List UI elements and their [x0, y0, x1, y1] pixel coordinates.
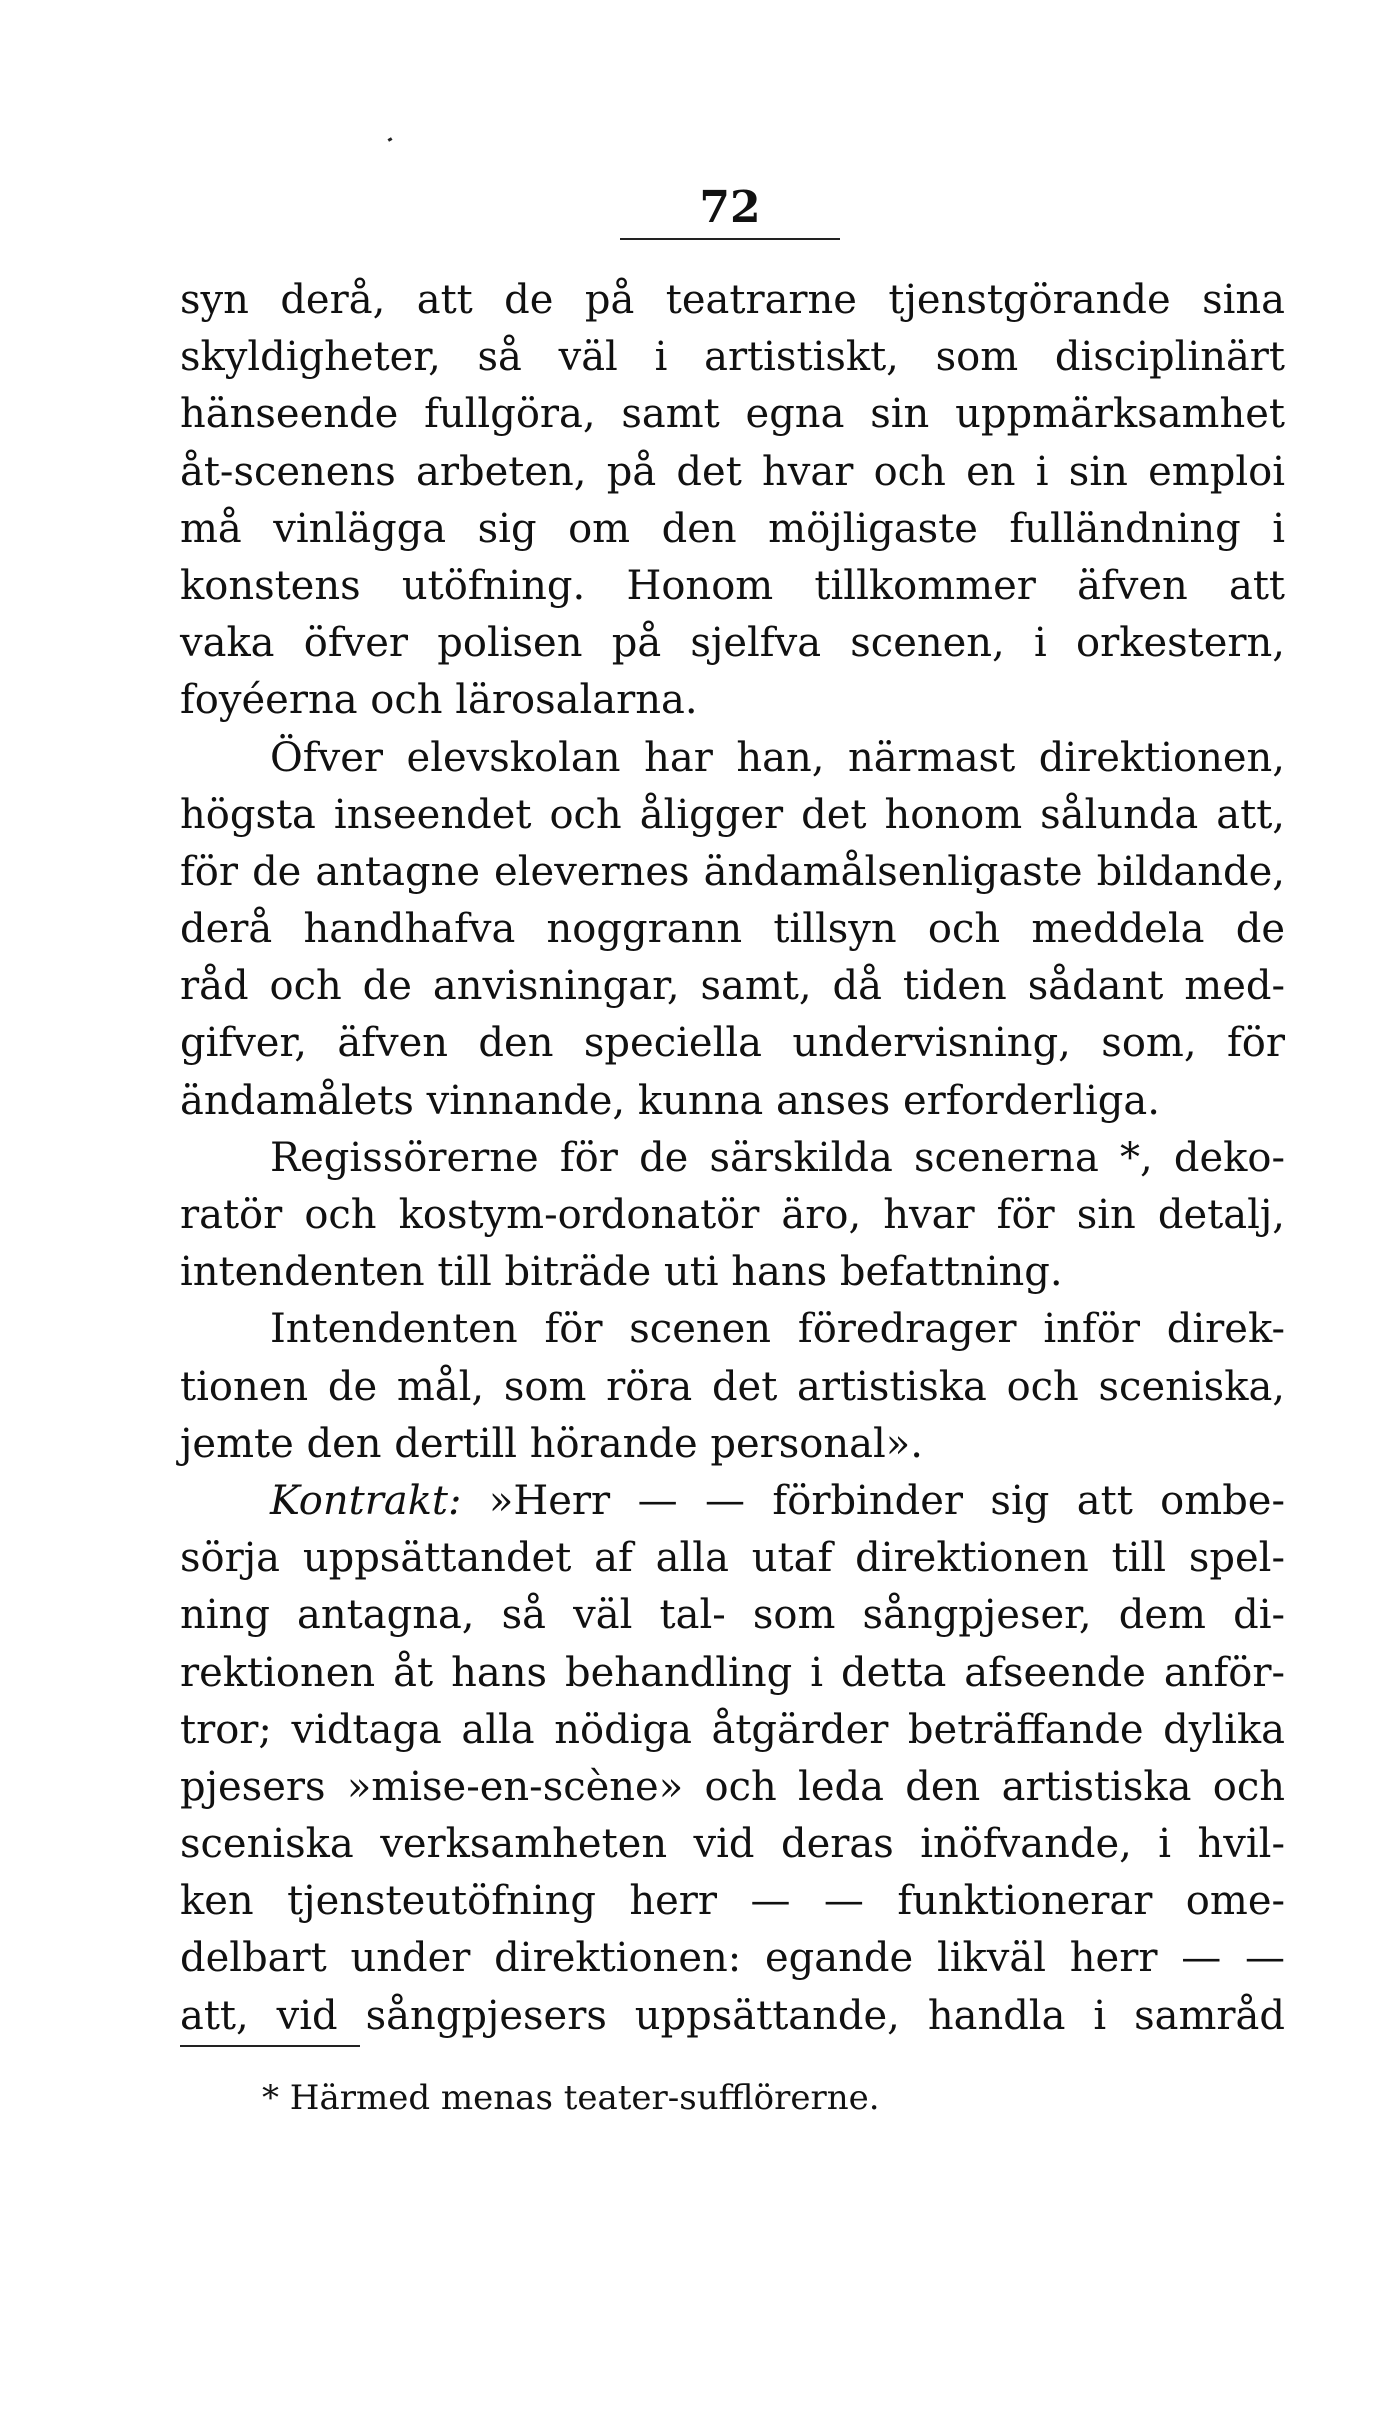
- text-line: pjesers »mise-en-scène» och leda den artistiska och: [180, 1763, 1285, 1810]
- text-line: Öfver elevskolan har han, närmast direktionen,: [270, 734, 1285, 781]
- footnote-rule: [180, 2045, 360, 2047]
- body-text: [180, 272, 1285, 2045]
- text-line: skyldigheter, så väl i artistiskt, som disciplinärt: [180, 334, 1285, 381]
- text-line: konstens utöfning. Honom tillkommer äfven att: [180, 562, 1285, 609]
- text-line: att, vid sångpjesers uppsättande, handla i samråd: [180, 1992, 1285, 2039]
- stray-mark: [388, 137, 393, 142]
- text-line: jemte den dertill hörande personal».: [180, 1420, 923, 1467]
- text-line: tror; vidtaga alla nödiga åtgärder beträffande dylika: [180, 1706, 1285, 1753]
- text-line: syn derå, att de på teatrarne tjenstgörande sina: [180, 277, 1285, 323]
- text-line: sörja uppsättandet af alla utaf direktionen till spel-: [180, 1535, 1285, 1582]
- text-line: ratör och kostym-ordonatör äro, hvar för sin detalj,: [180, 1192, 1285, 1238]
- text-run: »Herr — — förbinder sig att ombe-: [461, 1477, 1285, 1524]
- text-line: för de antagne elevernes ändamålsenligaste bildande,: [180, 848, 1285, 895]
- text-line: Intendenten för scenen föredrager inför direk-: [270, 1306, 1285, 1353]
- italic-run: Kontrakt:: [270, 1477, 462, 1524]
- text-line: råd och de anvisningar, samt, då tiden sådant med-: [180, 963, 1285, 1010]
- text-line: rektionen åt hans behandling i detta afseende anför-: [180, 1649, 1285, 1696]
- footnote: * Härmed menas teater-sufflörerne.: [262, 2078, 880, 2118]
- text-line: Regissörerne för de särskilda scenerna *, deko-: [270, 1134, 1285, 1181]
- text-line: högsta inseendet och åligger det honom sålunda att,: [180, 791, 1285, 838]
- page-number: 72: [699, 182, 761, 233]
- text-line: hänseende fullgöra, samt egna sin uppmärksamhet: [180, 391, 1285, 438]
- text-line: tionen de mål, som röra det artistiska och sceniska,: [180, 1363, 1285, 1410]
- text-line: derå handhafva noggrann tillsyn och meddela de: [180, 906, 1285, 953]
- text-line: [180, 1473, 1285, 1530]
- header-rule: [620, 238, 840, 240]
- text-line: foyéerna och lärosalarna.: [180, 677, 698, 724]
- text-line: delbart under direktionen: egande likväl herr — —: [180, 1935, 1285, 1982]
- text-line: intendenten till biträde uti hans befattning.: [180, 1249, 1063, 1296]
- text-line: sceniska verksamheten vid deras inöfvande, i hvil-: [180, 1821, 1285, 1868]
- text-line: ändamålets vinnande, kunna anses erforderliga.: [180, 1077, 1160, 1124]
- text-line: vaka öfver polisen på sjelfva scenen, i orkestern,: [180, 620, 1285, 667]
- text-line: åt-scenens arbeten, på det hvar och en i sin emploi: [180, 448, 1285, 495]
- text-line: må vinlägga sig om den möjligaste fulländning i: [180, 505, 1285, 552]
- text-line: gifver, äfven den speciella undervisning, som, för: [180, 1020, 1285, 1067]
- text-line: ken tjensteutöfning herr — — funktionerar ome-: [180, 1878, 1285, 1925]
- text-line: ning antagna, så väl tal- som sångpjeser, dem di-: [180, 1592, 1285, 1639]
